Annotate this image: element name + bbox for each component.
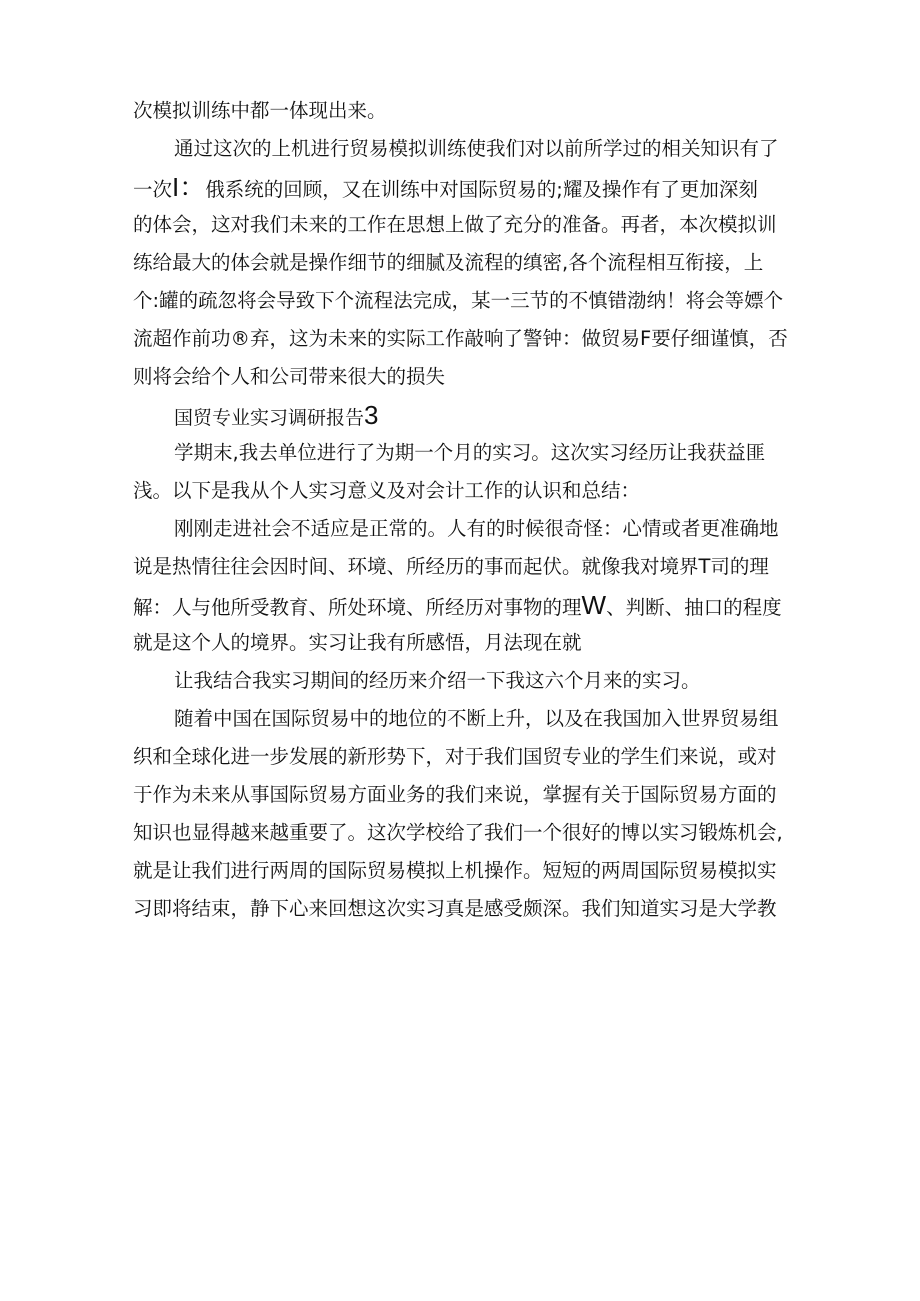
paragraph-line: 练给最大的体会就是操作细节的细腻及流程的缜密,各个流程相互衔接，上 — [133, 251, 764, 274]
paragraph-line: 个:罐的疏忽将会导致下个流程法完成，某一三节的不慎错渤纳！将会等嫖个 — [133, 289, 784, 312]
paragraph-line: 随着中国在国际贸易中的地位的不断上升，以及在我国加入世界贸易组 — [174, 707, 779, 730]
ocr-artifact-glyph: W — [581, 590, 607, 620]
paragraph-line — [133, 168, 813, 206]
paragraph-line: 让我结合我实习期间的经历来介绍一下我这六个月来的实习。 — [174, 669, 701, 692]
paragraph-line: 通过这次的上机进行贸易模拟训练使我们对以前所学过的相关知识有了 — [174, 137, 779, 160]
paragraph-line: 知识也显得越来越重要了。这次学校给了我们一个很好的博以实习锻炼机会, — [133, 821, 783, 844]
text-span: 、判断、抽口的程度 — [606, 596, 782, 619]
section-heading — [133, 396, 813, 434]
heading-number: 3 — [364, 400, 379, 430]
ocr-artifact-glyph: I： — [172, 172, 206, 202]
paragraph-line: 织和全球化进一步发展的新形势下，对于我们国贸专业的学生们来说，或对 — [133, 745, 777, 768]
text-span: 解：人与他所受教育、所处环境、所经历对事物的理 — [133, 596, 582, 619]
paragraph-line: 的体会，这对我们未来的工作在思想上做了充分的准备。再者，本次模拟训 — [133, 213, 777, 236]
paragraph-line: 习即将结束，静下心来回想这次实习真是感受颇深。我们知道实习是大学教 — [133, 897, 777, 920]
paragraph-line: 于作为未来从事国际贸易方面业务的我们来说，掌握有关于国际贸易方面的 — [133, 783, 777, 806]
paragraph-line: 则将会给个人和公司带来很大的损失 — [133, 365, 446, 388]
paragraph-line: 说是热情往往会因时间、环境、所经历的事而起伏。就像我对境界T司的理 — [133, 555, 769, 578]
text-span: 一次 — [133, 178, 173, 201]
document-body — [133, 92, 813, 928]
paragraph-line: 浅。以下是我从个人实习意义及对会计工作的认识和总结： — [133, 479, 641, 502]
paragraph-line: 学期末,我去单位进行了为期一个月的实习。这次实习经历让我获益匪 — [174, 441, 766, 464]
paragraph-line: 流超作前功®弃，这为未来的实际工作敲响了警钟：做贸易F要仔细谨慎，否 — [133, 327, 788, 350]
paragraph-line: 就是这个人的境界。实习让我有所感悟，月法现在就 — [133, 631, 582, 654]
paragraph-line: 就是让我们进行两周的国际贸易模拟上机操作。短短的两周国际贸易模拟实 — [133, 859, 777, 882]
heading-text: 国贸专业实习调研报告 — [174, 407, 365, 429]
text-span: 俄系统的回顾，又在训练中对国际贸易的;耀及操作有了更加深刻 — [205, 178, 758, 201]
paragraph-line: 刚刚走进社会不适应是正常的。人有的时候很奇怪：心情或者更准确地 — [174, 517, 779, 540]
paragraph-line — [133, 586, 813, 624]
paragraph-continuation-line: 次模拟训练中都一体现出来。 — [133, 99, 387, 122]
